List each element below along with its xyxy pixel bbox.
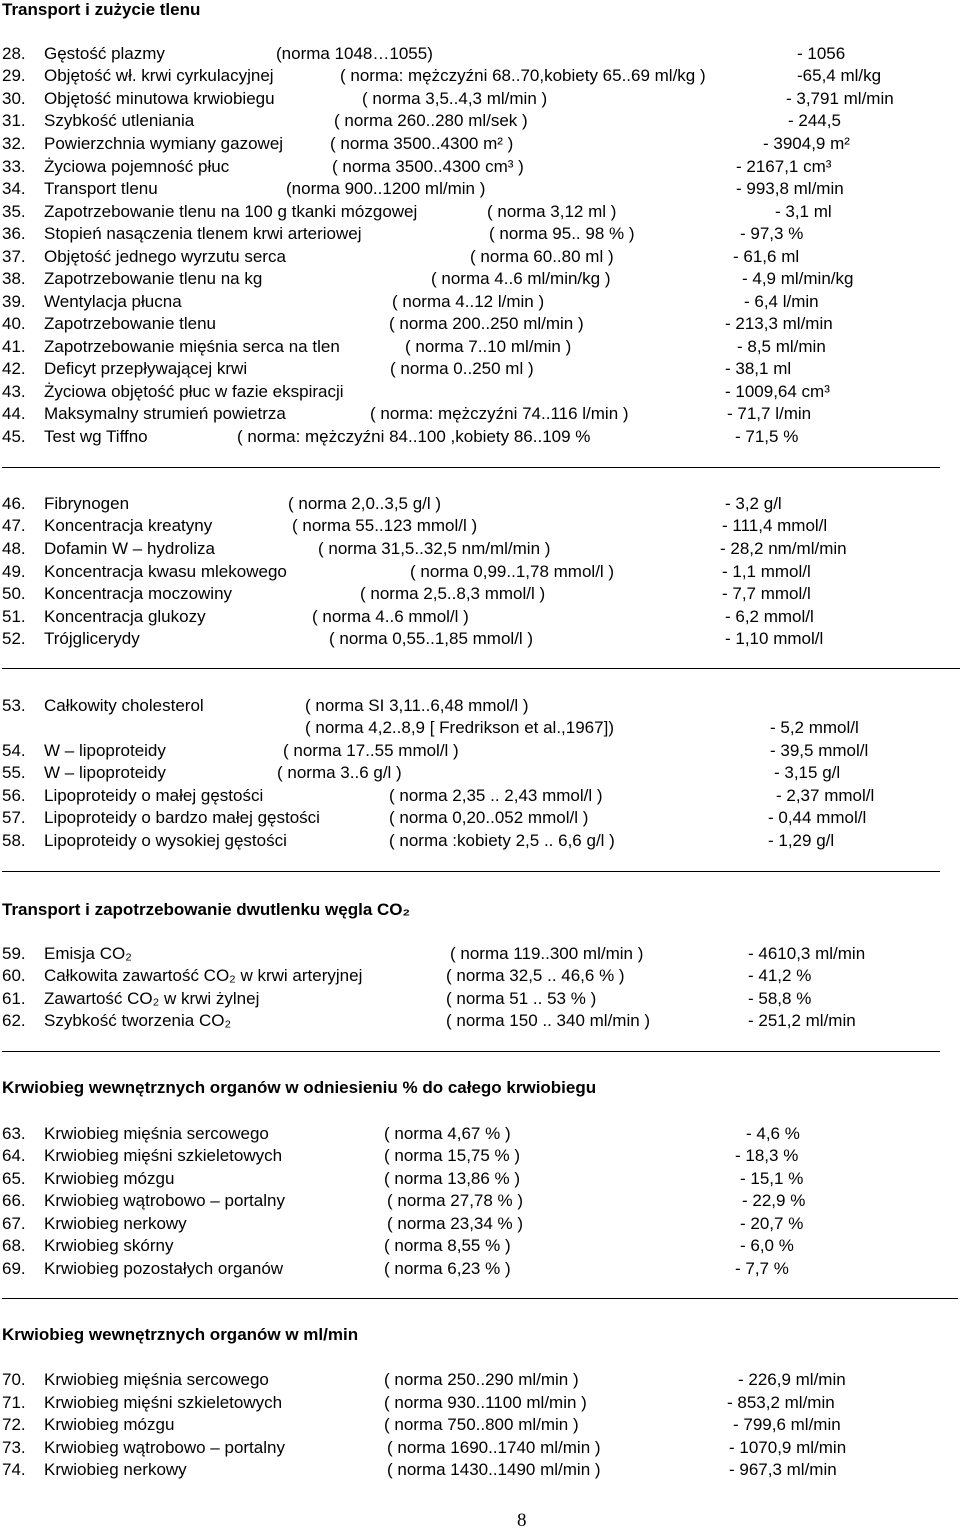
item-number: 33. [2, 157, 26, 176]
item-number: 32. [2, 134, 26, 153]
item-norm: ( norma 2,5..8,3 mmol/l ) [360, 584, 546, 603]
item-norm: ( norma SI 3,11..6,48 mmol/l ) [305, 696, 529, 715]
item-norm: ( norma 1430..1490 ml/min ) [387, 1460, 601, 1479]
item-value: - 3,2 g/l [725, 494, 782, 513]
item-label: Krwiobieg nerkowy [44, 1460, 187, 1479]
item-label: Lipoproteidy o małej gęstości [44, 786, 264, 805]
item-number: 63. [2, 1124, 26, 1143]
item-value: - 5,2 mmol/l [770, 718, 859, 737]
item-label: Deficyt przepływającej krwi [44, 359, 248, 378]
section-divider [2, 871, 940, 872]
item-norm: ( norma 0,20..052 mmol/l ) [389, 808, 589, 827]
item-number: 51. [2, 607, 26, 626]
list-item [0, 1124, 960, 1146]
item-norm: ( norma 23,34 % ) [387, 1214, 524, 1233]
item-value: - 226,9 ml/min [738, 1370, 846, 1389]
list-item [0, 944, 960, 966]
item-value: - 967,3 ml/min [729, 1460, 837, 1479]
item-number: 66. [2, 1191, 26, 1210]
item-label: Zapotrzebowanie tlenu na kg [44, 269, 263, 288]
item-label: Szybkość tworzenia CO₂ [44, 1011, 232, 1030]
section-heading-co2: Transport i zapotrzebowanie dwutlenku węgla CO₂ [2, 900, 411, 919]
item-label: Krwiobieg mięśnia sercowego [44, 1124, 269, 1143]
item-number: 59. [2, 944, 26, 963]
item-norm: ( norma 31,5..32,5 nm/ml/min ) [318, 539, 551, 558]
list-item [0, 629, 960, 651]
item-norm: ( norma 3,5..4,3 ml/min ) [362, 89, 548, 108]
item-label: Zapotrzebowanie tlenu [44, 314, 217, 333]
item-value: - 7,7 % [735, 1259, 789, 1278]
list-item [0, 1146, 960, 1168]
item-label: Objętość wł. krwi cyrkulacyjnej [44, 66, 274, 85]
item-label: Fibrynogen [44, 494, 130, 513]
item-value: - 1,1 mmol/l [722, 562, 811, 581]
section-divider [2, 1051, 940, 1052]
item-label: Zawartość CO₂ w krwi żylnej [44, 989, 260, 1008]
item-number: 67. [2, 1214, 26, 1233]
list-item [0, 607, 960, 629]
item-number: 57. [2, 808, 26, 827]
item-number: 46. [2, 494, 26, 513]
list-item [0, 1191, 960, 1213]
item-value: - 0,44 mmol/l [768, 808, 867, 827]
item-number: 44. [2, 404, 26, 423]
item-norm: ( norma 15,75 % ) [384, 1146, 521, 1165]
section-divider [2, 1298, 958, 1299]
list-item [0, 1214, 960, 1236]
list-item [0, 1393, 960, 1415]
list-item [0, 314, 960, 336]
item-label: W – lipoproteidy [44, 741, 166, 760]
item-value: - 111,4 mmol/l [722, 516, 828, 535]
item-norm: ( norma 55..123 mmol/l ) [292, 516, 478, 535]
item-number: 37. [2, 247, 26, 266]
item-value: - 213,3 ml/min [725, 314, 833, 333]
item-label: Krwiobieg pozostałych organów [44, 1259, 284, 1278]
item-label: Krwiobieg mózgu [44, 1415, 175, 1434]
list-item [0, 382, 960, 404]
list-item [0, 179, 960, 201]
item-norm: (norma 900..1200 ml/min ) [286, 179, 486, 198]
item-value: - 1056 [797, 44, 846, 63]
item-number: 53. [2, 696, 26, 715]
item-value: - 71,5 % [735, 427, 799, 446]
list-item [0, 539, 960, 561]
item-norm: ( norma 4..6 ml/min/kg ) [431, 269, 611, 288]
item-number: 65. [2, 1169, 26, 1188]
item-number: 62. [2, 1011, 26, 1030]
item-number: 73. [2, 1438, 26, 1457]
item-number: 50. [2, 584, 26, 603]
item-number: 54. [2, 741, 26, 760]
item-number: 42. [2, 359, 26, 378]
list-item [0, 741, 960, 763]
item-value: - 15,1 % [740, 1169, 804, 1188]
item-number: 29. [2, 66, 26, 85]
item-value: - 1009,64 cm³ [725, 382, 830, 401]
item-value: - 22,9 % [742, 1191, 806, 1210]
item-value: - 993,8 ml/min [736, 179, 844, 198]
item-value: - 6,2 mmol/l [725, 607, 814, 626]
item-number: 70. [2, 1370, 26, 1389]
item-norm: ( norma 3500..4300 cm³ ) [332, 157, 524, 176]
list-item [0, 359, 960, 381]
item-norm: ( norma 6,23 % ) [384, 1259, 511, 1278]
item-number: 39. [2, 292, 26, 311]
item-label: Transport tlenu [44, 179, 158, 198]
list-item [0, 1460, 960, 1482]
list-item [0, 157, 960, 179]
item-number: 28. [2, 44, 26, 63]
item-norm: ( norma 2,35 .. 2,43 mmol/l ) [389, 786, 603, 805]
item-value: - 3,15 g/l [774, 763, 841, 782]
item-norm: (norma 1048…1055) [276, 44, 433, 63]
item-norm: ( norma 260..280 ml/sek ) [334, 111, 528, 130]
item-norm: ( norma 930..1100 ml/min ) [384, 1393, 587, 1412]
item-norm: ( norma 60..80 ml ) [470, 247, 614, 266]
list-item [0, 337, 960, 359]
item-value: - 3,1 ml [775, 202, 832, 221]
item-value: -65,4 ml/kg [797, 66, 882, 85]
item-norm: ( norma 13,86 % ) [384, 1169, 521, 1188]
item-label: Życiowa pojemność płuc [44, 157, 230, 176]
list-item [0, 202, 960, 224]
item-label: Krwiobieg mięśnia sercowego [44, 1370, 269, 1389]
item-value: - 2167,1 cm³ [736, 157, 832, 176]
item-number: 35. [2, 202, 26, 221]
list-item [0, 1370, 960, 1392]
item-number: 34. [2, 179, 26, 198]
item-value: - 244,5 [788, 111, 841, 130]
item-norm: ( norma 4..6 mmol/l ) [312, 607, 469, 626]
item-number: 74. [2, 1460, 26, 1479]
item-number: 41. [2, 337, 26, 356]
item-label: Objętość minutowa krwiobiegu [44, 89, 275, 108]
item-value: - 97,3 % [740, 224, 804, 243]
list-item [0, 763, 960, 785]
item-label: Test wg Tiffno [44, 427, 148, 446]
item-number: 72. [2, 1415, 26, 1434]
item-number: 55. [2, 763, 26, 782]
list-item [0, 696, 960, 718]
item-label: Gęstość plazmy [44, 44, 165, 63]
item-value: - 4,6 % [746, 1124, 800, 1143]
item-label: Koncentracja kwasu mlekowego [44, 562, 287, 581]
list-item [0, 66, 960, 88]
item-norm: ( norma 17..55 mmol/l ) [283, 741, 459, 760]
item-norm: ( norma 51 .. 53 % ) [446, 989, 597, 1008]
item-label: Krwiobieg skórny [44, 1236, 174, 1255]
item-number: 47. [2, 516, 26, 535]
item-label: Życiowa objętość płuc w fazie ekspiracji [44, 382, 344, 401]
item-norm: ( norma 150 .. 340 ml/min ) [446, 1011, 651, 1030]
item-value: - 2,37 mmol/l [776, 786, 875, 805]
item-label: Objętość jednego wyrzutu serca [44, 247, 286, 266]
section-heading-circulation-percent: Krwiobieg wewnętrznych organów w odniesieniu % do całego krwiobiegu [2, 1078, 597, 1097]
item-norm: ( norma 3..6 g/l ) [277, 763, 402, 782]
page-number: 8 [517, 1510, 527, 1531]
item-number: 43. [2, 382, 26, 401]
item-number: 30. [2, 89, 26, 108]
section-divider [2, 668, 960, 669]
item-number: 60. [2, 966, 26, 985]
list-item [0, 966, 960, 988]
item-value: - 28,2 nm/ml/min [720, 539, 847, 558]
item-label: Krwiobieg mięśni szkieletowych [44, 1393, 283, 1412]
item-norm: ( norma 200..250 ml/min ) [389, 314, 584, 333]
item-value: - 38,1 ml [725, 359, 792, 378]
item-norm: ( norma: mężczyźni 74..116 l/min ) [370, 404, 629, 423]
item-value: - 20,7 % [740, 1214, 804, 1233]
item-value: - 1,10 mmol/l [725, 629, 824, 648]
item-norm: ( norma 4..12 l/min ) [392, 292, 545, 311]
item-label: Lipoproteidy o wysokiej gęstości [44, 831, 287, 850]
list-item [0, 292, 960, 314]
list-item [0, 989, 960, 1011]
item-norm: ( norma: mężczyźni 68..70,kobiety 65..69 ml/kg ) [340, 66, 706, 85]
item-label: Lipoproteidy o bardzo małej gęstości [44, 808, 320, 827]
item-norm: ( norma 4,2..8,9 [ Fredrikson et al.,1967]) [305, 718, 614, 737]
item-number: 68. [2, 1236, 26, 1255]
list-item [0, 786, 960, 808]
list-item [0, 247, 960, 269]
item-norm: ( norma 0..250 ml ) [390, 359, 534, 378]
item-number: 71. [2, 1393, 26, 1412]
item-label: Maksymalny strumień powietrza [44, 404, 286, 423]
item-norm: ( norma 750..800 ml/min ) [384, 1415, 579, 1434]
item-label: Dofamin W – hydroliza [44, 539, 216, 558]
item-number: 36. [2, 224, 26, 243]
list-item [0, 1438, 960, 1460]
item-label: Stopień nasączenia tlenem krwi arteriowej [44, 224, 362, 243]
section-divider [2, 467, 940, 468]
item-norm: ( norma :kobiety 2,5 .. 6,6 g/l ) [389, 831, 615, 850]
item-label: Szybkość utleniania [44, 111, 195, 130]
item-norm: ( norma 0,99..1,78 mmol/l ) [410, 562, 615, 581]
item-value: - 6,0 % [740, 1236, 794, 1255]
list-item [0, 427, 960, 449]
item-value: - 4,9 ml/min/kg [742, 269, 854, 288]
item-label: Zapotrzebowanie mięśnia serca na tlen [44, 337, 340, 356]
item-label: Krwiobieg nerkowy [44, 1214, 187, 1233]
list-item [0, 562, 960, 584]
item-label: Emisja CO₂ [44, 944, 132, 963]
item-norm: ( norma 8,55 % ) [384, 1236, 511, 1255]
list-item [0, 404, 960, 426]
item-number: 69. [2, 1259, 26, 1278]
list-item [0, 134, 960, 156]
item-norm: ( norma 2,0..3,5 g/l ) [288, 494, 442, 513]
list-item [0, 516, 960, 538]
item-label: Powierzchnia wymiany gazowej [44, 134, 284, 153]
item-label: W – lipoproteidy [44, 763, 166, 782]
list-item [0, 1236, 960, 1258]
item-value: - 7,7 mmol/l [722, 584, 811, 603]
item-number: 52. [2, 629, 26, 648]
item-norm: ( norma 0,55..1,85 mmol/l ) [329, 629, 534, 648]
list-item [0, 111, 960, 133]
item-value: - 71,7 l/min [727, 404, 812, 423]
item-value: - 41,2 % [748, 966, 812, 985]
item-value: - 58,8 % [748, 989, 812, 1008]
item-value: - 6,4 l/min [744, 292, 819, 311]
item-label: Krwiobieg wątrobowo – portalny [44, 1191, 285, 1210]
item-number: 56. [2, 786, 26, 805]
list-item [0, 584, 960, 606]
list-item [0, 269, 960, 291]
item-number: 48. [2, 539, 26, 558]
item-norm: ( norma: mężczyźni 84..100 ,kobiety 86..109 % [237, 427, 591, 446]
list-item [0, 224, 960, 246]
item-norm: ( norma 3,12 ml ) [487, 202, 617, 221]
item-label: Zapotrzebowanie tlenu na 100 g tkanki mózgowej [44, 202, 418, 221]
item-label: Całkowity cholesterol [44, 696, 204, 715]
list-item [0, 1169, 960, 1191]
item-label: Wentylacja płucna [44, 292, 182, 311]
item-label: Koncentracja kreatyny [44, 516, 213, 535]
item-norm: ( norma 27,78 % ) [387, 1191, 524, 1210]
item-label: Całkowita zawartość CO₂ w krwi arteryjnej [44, 966, 363, 985]
item-value: - 61,6 ml [733, 247, 800, 266]
item-label: Krwiobieg mięśni szkieletowych [44, 1146, 283, 1165]
list-item [0, 831, 960, 853]
item-number: 49. [2, 562, 26, 581]
item-value: - 3904,9 m² [763, 134, 850, 153]
item-value: - 799,6 ml/min [733, 1415, 841, 1434]
item-number: 64. [2, 1146, 26, 1165]
item-number: 40. [2, 314, 26, 333]
item-norm: ( norma 119..300 ml/min ) [450, 944, 644, 963]
item-value: - 251,2 ml/min [748, 1011, 856, 1030]
item-number: 61. [2, 989, 26, 1008]
item-value: - 4610,3 ml/min [748, 944, 866, 963]
item-value: - 853,2 ml/min [727, 1393, 835, 1412]
item-number: 38. [2, 269, 26, 288]
item-label: Krwiobieg wątrobowo – portalny [44, 1438, 285, 1457]
item-label: Koncentracja glukozy [44, 607, 206, 626]
item-label: Trójglicerydy [44, 629, 140, 648]
item-number: 58. [2, 831, 26, 850]
list-item [0, 1259, 960, 1281]
item-norm: ( norma 3500..4300 m² ) [330, 134, 514, 153]
list-item [0, 1415, 960, 1437]
item-norm: ( norma 95.. 98 % ) [489, 224, 635, 243]
item-value: - 39,5 mmol/l [770, 741, 869, 760]
list-item [0, 89, 960, 111]
item-number: 31. [2, 111, 26, 130]
item-value: - 18,3 % [735, 1146, 799, 1165]
item-value: - 1070,9 ml/min [729, 1438, 847, 1457]
item-value: - 8,5 ml/min [737, 337, 826, 356]
item-label: Koncentracja moczowiny [44, 584, 233, 603]
section-heading-circulation-mlmin: Krwiobieg wewnętrznych organów w ml/min [2, 1325, 359, 1344]
item-norm: ( norma 7..10 ml/min ) [405, 337, 572, 356]
item-norm: ( norma 1690..1740 ml/min ) [387, 1438, 601, 1457]
item-value: - 1,29 g/l [768, 831, 835, 850]
list-item [0, 44, 960, 66]
item-number: 45. [2, 427, 26, 446]
item-label: Krwiobieg mózgu [44, 1169, 175, 1188]
list-item [0, 808, 960, 830]
list-item [0, 718, 960, 740]
list-item [0, 494, 960, 516]
item-norm: ( norma 250..290 ml/min ) [384, 1370, 579, 1389]
list-item [0, 1011, 960, 1033]
item-norm: ( norma 4,67 % ) [384, 1124, 511, 1143]
item-value: - 3,791 ml/min [786, 89, 894, 108]
item-norm: ( norma 32,5 .. 46,6 % ) [446, 966, 625, 985]
section-heading-oxygen: Transport i zużycie tlenu [2, 0, 201, 19]
